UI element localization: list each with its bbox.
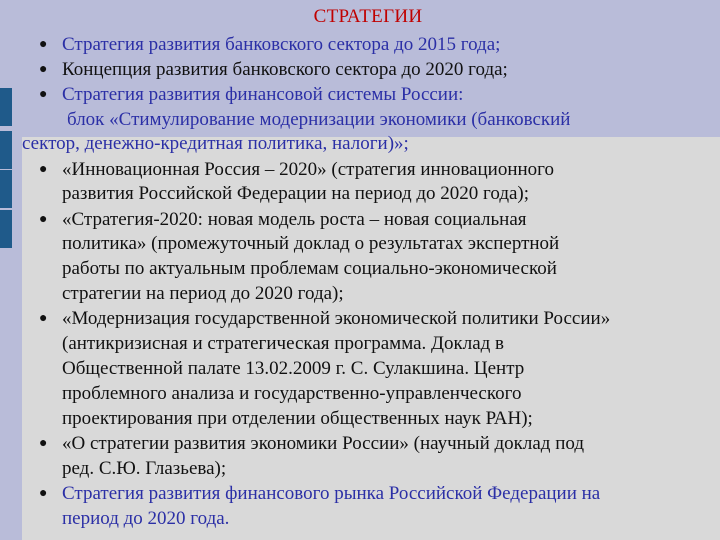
list-item-line: Концепция развития банковского сектора до 2020 года; [62, 59, 508, 80]
slide-title: СТРАТЕГИИ [313, 6, 423, 27]
list-item-line: Стратегия развития финансовой системы России: [62, 84, 464, 105]
list-item-line: ред. С.Ю. Глазьева); [62, 458, 227, 479]
list-item-line: (антикризисная и стратегическая программа. Доклад в [62, 333, 505, 354]
bullet-icon: ● [39, 62, 48, 77]
list-item-line: блок «Стимулирование модернизации экономики (банковский [67, 109, 571, 130]
list-item-line: «Модернизация государственной экономической политики России» [62, 308, 611, 329]
list-item-line: «О стратегии развития экономики России» (научный доклад под [62, 433, 585, 454]
side-bar-decoration [0, 131, 12, 169]
list-item-line: развития Российской Федерации на период до 2020 года); [62, 183, 530, 204]
list-item-line: стратегии на период до 2020 года); [62, 283, 344, 304]
list-item-line: проектирования при отделении общественных наук РАН); [62, 408, 533, 429]
list-item-line: политика» (промежуточный доклад о результатах экспертной [62, 233, 560, 254]
list-item-line: период до 2020 года. [62, 508, 230, 529]
list-item-line: сектор, денежно-кредитная политика, налоги)»; [22, 133, 409, 154]
bullet-icon: ● [39, 311, 48, 326]
bullet-icon: ● [39, 87, 48, 102]
bullet-icon: ● [39, 486, 48, 501]
bullet-icon: ● [39, 37, 48, 52]
side-bar-decoration [0, 88, 12, 126]
bullet-icon: ● [39, 436, 48, 451]
side-bar-decoration [0, 210, 12, 248]
list-item-line: «Стратегия-2020: новая модель роста – новая социальная [62, 209, 527, 230]
list-item-line: Общественной палате 13.02.2009 г. С. Сулакшина. Центр [62, 358, 525, 379]
bullet-icon: ● [39, 212, 48, 227]
list-item-line: Стратегия развития банковского сектора до 2015 года; [62, 34, 501, 55]
list-item-line: «Инновационная Россия – 2020» (стратегия инновационного [62, 159, 554, 180]
bullet-icon: ● [39, 162, 48, 177]
list-item-line: проблемного анализа и государственно-управленческого [62, 383, 522, 404]
list-item-line: Стратегия развития финансового рынка Российской Федерации на [62, 483, 601, 504]
side-bar-decoration [0, 170, 12, 208]
list-item-line: работы по актуальным проблемам социально-экономической [62, 258, 557, 279]
